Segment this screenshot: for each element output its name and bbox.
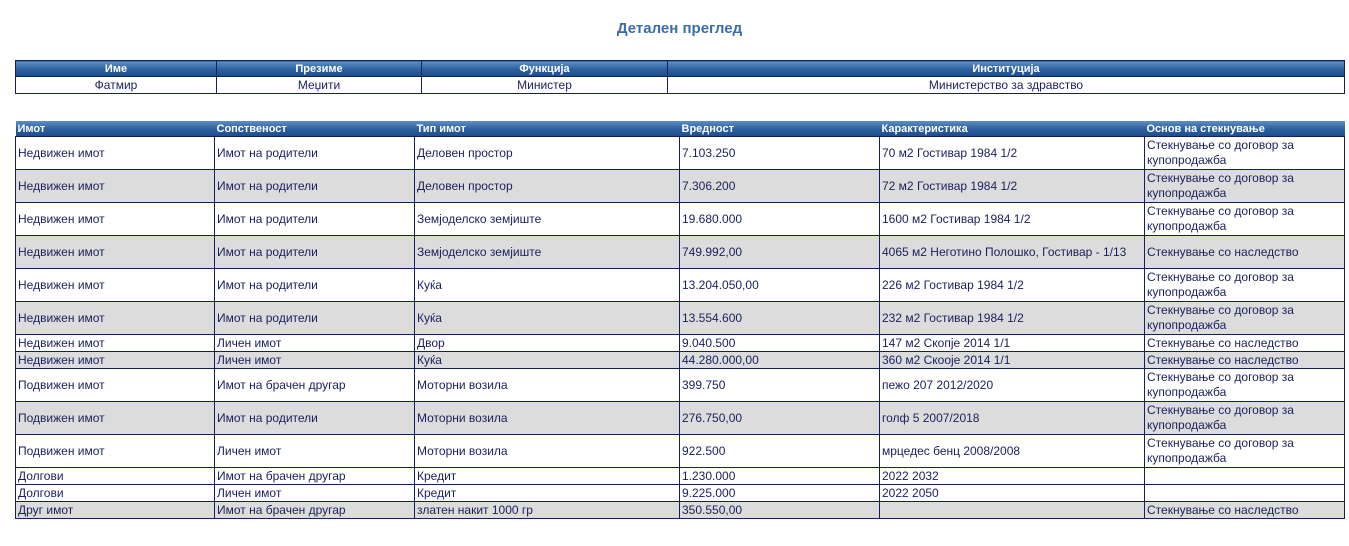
table-row [16, 402, 1345, 435]
asset-type-cell: Земјоделско земјиште [415, 203, 680, 236]
acquisition-basis-cell: Стекнување со наследство [1145, 502, 1345, 519]
asset-type-cell: Куќа [415, 269, 680, 302]
ownership-cell: Личен имот [215, 485, 415, 502]
characteristic-cell: мрцедес бенц 2008/2008 [880, 435, 1145, 468]
table-row [16, 369, 1345, 402]
acquisition-basis-cell: Стекнување со договор за купопродажба [1145, 170, 1345, 203]
asset-cell: Подвижен имот [16, 402, 215, 435]
asset-cell: Друг имот [16, 502, 215, 519]
asset-type-cell: Кредит [415, 468, 680, 485]
ownership-cell: Имот на родители [215, 137, 415, 170]
table-row [16, 269, 1345, 302]
acquisition-basis-cell [1145, 485, 1345, 502]
acquisition-basis-cell [1145, 468, 1345, 485]
asset-cell: Недвижен имот [16, 236, 215, 269]
ownership-cell: Имот на родители [215, 402, 415, 435]
characteristic-cell: 4065 м2 Неготино Полошко, Гостивар - 1/13 [880, 236, 1145, 269]
value-cell: 276.750,00 [680, 402, 880, 435]
characteristic-cell: 1600 м2 Гостивар 1984 1/2 [880, 203, 1145, 236]
asset-cell: Недвижен имот [16, 352, 215, 369]
ownership-cell: Имот на родители [215, 269, 415, 302]
acquisition-basis-cell: Стекнување со наследство [1145, 352, 1345, 369]
asset-cell: Долгови [16, 485, 215, 502]
asset-type-cell: Моторни возила [415, 402, 680, 435]
table-row [16, 137, 1345, 170]
asset-cell: Недвижен имот [16, 302, 215, 335]
table-row [16, 236, 1345, 269]
characteristic-cell: 360 м2 Скооје 2014 1/1 [880, 352, 1145, 369]
acquisition-basis-cell: Стекнување со договор за купопродажба [1145, 302, 1345, 335]
acquisition-basis-cell: Стекнување со договор за купопродажба [1145, 137, 1345, 170]
value-cell: 13.204.050,00 [680, 269, 880, 302]
table-row [16, 485, 1345, 502]
asset-cell: Недвижен имот [16, 137, 215, 170]
value-cell: 749.992,00 [680, 236, 880, 269]
characteristic-cell: 232 м2 Гостивар 1984 1/2 [880, 302, 1145, 335]
characteristic-cell: пежо 207 2012/2020 [880, 369, 1145, 402]
acquisition-basis-cell: Стекнување со договор за купопродажба [1145, 369, 1345, 402]
table-row [16, 302, 1345, 335]
characteristic-cell: 147 м2 Скопје 2014 1/1 [880, 335, 1145, 352]
header-asset-type: Тип имот [415, 121, 680, 137]
ownership-cell: Имот на родители [215, 236, 415, 269]
value-cell: 922.500 [680, 435, 880, 468]
value-cell: 44.280.000,00 [680, 352, 880, 369]
value-cell: 399.750 [680, 369, 880, 402]
header-characteristic: Карактеристика [880, 121, 1145, 137]
value-cell: 9.040.500 [680, 335, 880, 352]
header-institution: Институција [668, 61, 1345, 77]
characteristic-cell: голф 5 2007/2018 [880, 402, 1145, 435]
header-asset: Имот [16, 121, 215, 137]
ownership-cell: Имот на родители [215, 170, 415, 203]
value-cell: 7.306.200 [680, 170, 880, 203]
characteristic-cell: 2022 2050 [880, 485, 1145, 502]
ownership-cell: Личен имот [215, 335, 415, 352]
acquisition-basis-cell: Стекнување со наследство [1145, 236, 1345, 269]
asset-type-cell: Моторни возила [415, 369, 680, 402]
header-name: Име [16, 61, 217, 77]
ownership-cell: Имот на брачен другар [215, 468, 415, 485]
page-title: Детален преглед [616, 20, 743, 37]
value-cell: 19.680.000 [680, 203, 880, 236]
official-institution: Министерство за здравство [668, 77, 1345, 94]
characteristic-cell: 70 м2 Гостивар 1984 1/2 [880, 137, 1145, 170]
acquisition-basis-cell: Стекнување со договор за купопродажба [1145, 435, 1345, 468]
header-value: Вредност [680, 121, 880, 137]
table-row [16, 502, 1345, 519]
characteristic-cell: 226 м2 Гостивар 1984 1/2 [880, 269, 1145, 302]
asset-cell: Подвижен имот [16, 435, 215, 468]
table-row [16, 352, 1345, 369]
value-cell: 9.225.000 [680, 485, 880, 502]
asset-cell: Недвижен имот [16, 269, 215, 302]
acquisition-basis-cell: Стекнување со договор за купопродажба [1145, 203, 1345, 236]
table-row [16, 468, 1345, 485]
value-cell: 350.550,00 [680, 502, 880, 519]
asset-type-cell: Кредит [415, 485, 680, 502]
assets-table [15, 121, 1345, 519]
official-name: Фатмир [16, 77, 217, 94]
official-info-table [15, 60, 1345, 94]
ownership-cell: Личен имот [215, 435, 415, 468]
acquisition-basis-cell: Стекнување со наследство [1145, 335, 1345, 352]
asset-type-cell: Двор [415, 335, 680, 352]
characteristic-cell: 2022 2032 [880, 468, 1145, 485]
value-cell: 7.103.250 [680, 137, 880, 170]
asset-cell: Недвижен имот [16, 335, 215, 352]
ownership-cell: Имот на родители [215, 203, 415, 236]
official-surname: Меџити [217, 77, 422, 94]
asset-cell: Недвижен имот [16, 170, 215, 203]
characteristic-cell [880, 502, 1145, 519]
asset-type-cell: Моторни возила [415, 435, 680, 468]
table-row [16, 170, 1345, 203]
asset-cell: Долгови [16, 468, 215, 485]
header-surname: Презиме [217, 61, 422, 77]
acquisition-basis-cell: Стекнување со договор за купопродажба [1145, 269, 1345, 302]
ownership-cell: Имот на брачен другар [215, 369, 415, 402]
official-info-row [16, 77, 1345, 94]
asset-type-cell: Куќа [415, 352, 680, 369]
table-row [16, 203, 1345, 236]
asset-cell: Недвижен имот [16, 203, 215, 236]
asset-cell: Подвижен имот [16, 369, 215, 402]
header-ownership: Сопственост [215, 121, 415, 137]
table-row [16, 435, 1345, 468]
assets-table-body [16, 137, 1345, 519]
table-row [16, 335, 1345, 352]
asset-type-cell: Куќа [415, 302, 680, 335]
asset-type-cell: златен накит 1000 гр [415, 502, 680, 519]
header-function: Функција [422, 61, 668, 77]
value-cell: 13.554.600 [680, 302, 880, 335]
ownership-cell: Имот на брачен другар [215, 502, 415, 519]
acquisition-basis-cell: Стекнување со договор за купопродажба [1145, 402, 1345, 435]
official-function: Министер [422, 77, 668, 94]
header-acquisition-basis: Основ на стекнување [1145, 121, 1345, 137]
asset-type-cell: Земјоделско земјиште [415, 236, 680, 269]
official-info-header-row [16, 61, 1345, 77]
asset-type-cell: Деловен простор [415, 170, 680, 203]
value-cell: 1.230.000 [680, 468, 880, 485]
asset-type-cell: Деловен простор [415, 137, 680, 170]
ownership-cell: Имот на родители [215, 302, 415, 335]
assets-header-row [16, 121, 1345, 137]
characteristic-cell: 72 м2 Гостивар 1984 1/2 [880, 170, 1145, 203]
ownership-cell: Личен имот [215, 352, 415, 369]
